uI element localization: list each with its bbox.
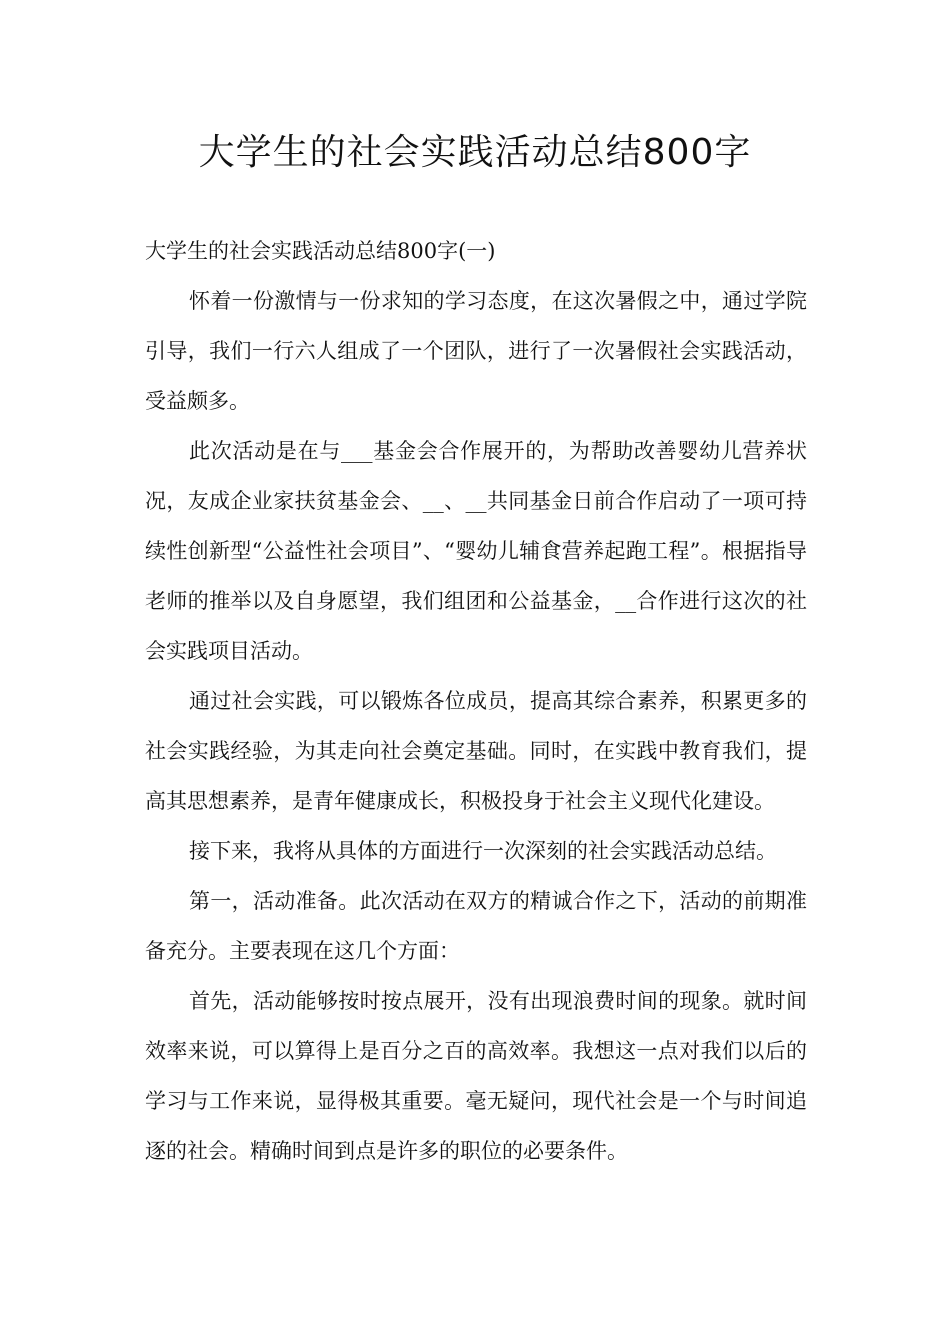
section-heading: 大学生的社会实践活动总结800字(一) <box>145 239 496 263</box>
document-body <box>145 226 807 1176</box>
paragraph-1: 怀着一份激情与一份求知的学习态度，在这次暑假之中，通过学院引导，我们一行六人组成了一个团队，进行了一次暑假社会实践活动，受益颇多。 <box>145 289 807 413</box>
paragraph-3: 通过社会实践，可以锻炼各位成员，提高其综合素养，积累更多的社会实践经验，为其走向社会奠定基础。同时，在实践中教育我们，提高其思想素养，是青年健康成长，积极投身于社会主义现代化建设。 <box>145 689 807 813</box>
paragraph-5: 第一，活动准备。此次活动在双方的精诚合作之下，活动的前期准备充分。主要表现在这几个方面： <box>145 889 807 963</box>
paragraph-6: 首先，活动能够按时按点展开，没有出现浪费时间的现象。就时间效率来说，可以算得上是百分之百的高效率。我想这一点对我们以后的学习与工作来说，显得极其重要。毫无疑问，现代社会是一个与时间追逐的社会。精确时间到点是许多的职位的必要条件。 <box>145 989 807 1163</box>
paragraph-2: 此次活动是在与___基金会合作展开的，为帮助改善婴幼儿营养状况，友成企业家扶贫基金会、__、__共同基金日前合作启动了一项可持续性创新型“公益性社会项目”、“婴幼儿辅食营养起跑工程”。根据指导老师的推举以及自身愿望，我们组团和公益基金，__合作进行这次的社会实践项目活动。 <box>145 439 807 663</box>
paragraph-4: 接下来，我将从具体的方面进行一次深刻的社会实践活动总结。 <box>189 839 777 863</box>
document-title: 大学生的社会实践活动总结800字 <box>198 132 752 173</box>
